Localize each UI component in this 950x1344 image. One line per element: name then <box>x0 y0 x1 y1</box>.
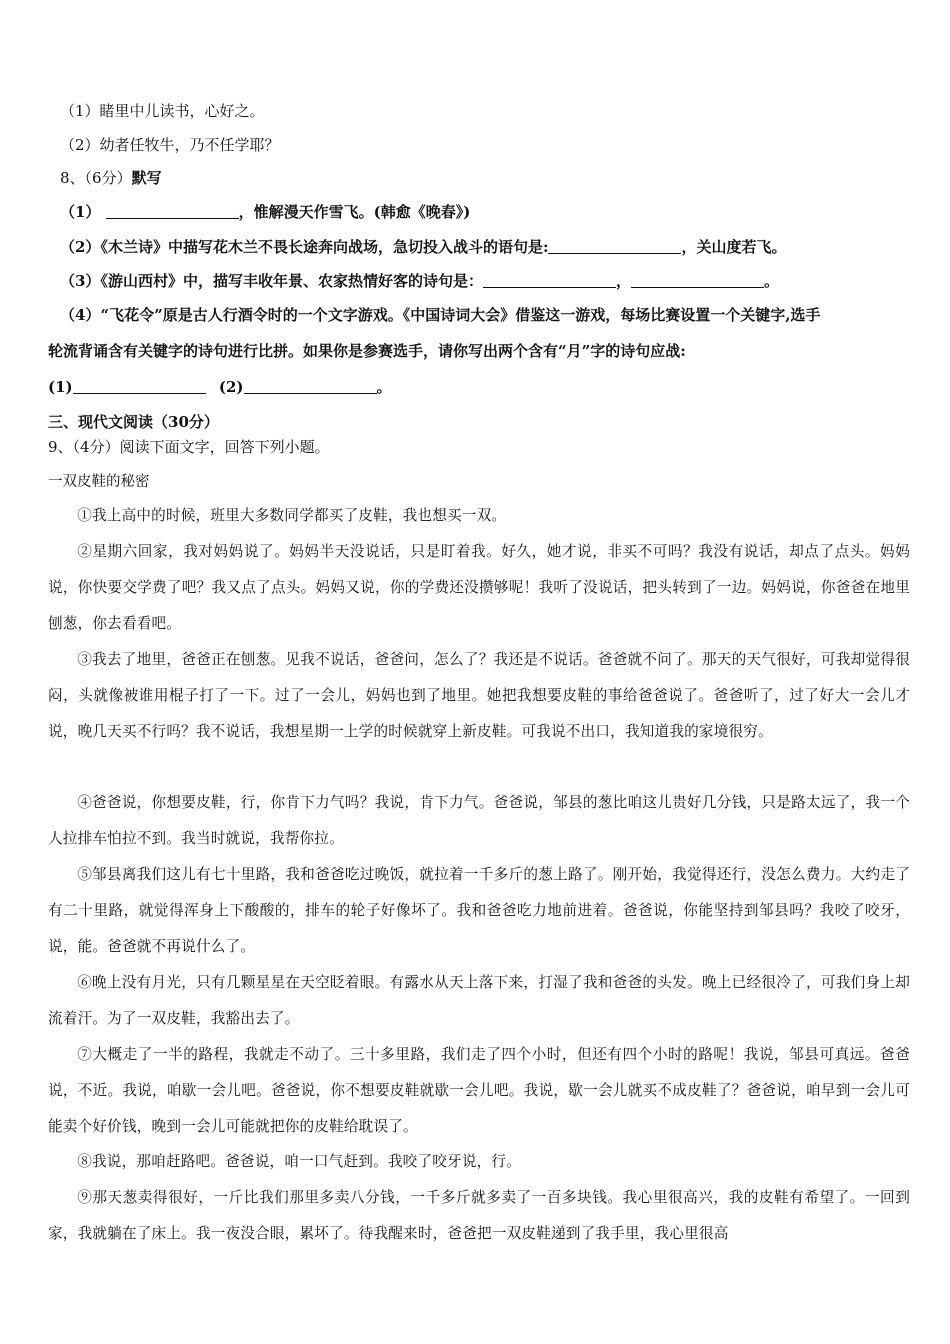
story-paragraph-3: ③我去了地里，爸爸正在刨葱。见我不说话，爸爸问，怎么了？我还是不说话。爸爸就不问了。那天的天气很好，可我却觉得很闷，头就像被谁用棍子打了一下。过了一会儿，妈妈也到了地里。她把我想要皮鞋的事给爸爸说了。爸爸听了，过了好大一会儿才说，晚几天买不行吗？我不说话，我想星期一上学的时候就穿上新皮鞋。可我说不出口，我知道我的家境很穷。 <box>48 651 910 740</box>
q8-item-2-text-b: ，关山度若飞。 <box>681 238 787 256</box>
q8-item-4-line-1 <box>60 305 910 325</box>
q8-item-1 <box>60 202 910 222</box>
prev-item-1: （1）睹里中儿读书，心好之。 <box>60 102 265 120</box>
answer-blank[interactable] <box>106 202 239 219</box>
story-paragraph-4: ④爸爸说，你想要皮鞋，行，你肯下力气吗？我说，肯下力气。爸爸说，邹县的葱比咱这儿贵好几分钱，只是路太远了，我一个人拉排车怕拉不到。我当时就说，我帮你拉。 <box>48 794 910 847</box>
q8-item-3 <box>60 271 910 291</box>
q8-item-3-end: 。 <box>763 272 779 290</box>
q8-item-4-text-1: “飞花令”原是古人行酒令时的一个文字游戏。《中国诗词大会》借鉴这一游戏，每场比赛设置一个关键字,选手 <box>100 306 821 324</box>
question-9-number: 9、 <box>48 438 73 456</box>
answer-blank[interactable] <box>244 377 377 394</box>
q8-item-2-label: （2） <box>60 238 101 256</box>
question-8-heading <box>60 168 910 188</box>
question-8-number: 8、（6分） <box>60 169 132 187</box>
story-title: 一双皮鞋的秘密 <box>48 474 150 490</box>
section-3-title: 三、现代文阅读（30分） <box>48 413 219 431</box>
answer-blank[interactable] <box>483 271 616 288</box>
q8-item-1-label: （1） <box>60 203 101 221</box>
q8-item-3-text: 《游山西村》中，描写丰收年景、农家热情好客的诗句是： <box>100 272 483 290</box>
question-8-title: 默写 <box>131 169 162 187</box>
question-9-text: （4分）阅读下面文字，回答下列小题。 <box>72 438 330 456</box>
question-9-heading <box>48 437 910 457</box>
story-paragraph-2: ②星期六回家，我对妈妈说了。妈妈半天没说话，只是盯着我。好久，她才说，非买不可吗？我没有说话，却点了点头。妈妈说，你快要交学费了吧？我又点了点头。妈妈又说，你的学费还没攒够呢！我听了没说话，把头转到了一边。妈妈说，你爸爸在地里刨葱，你去看看吧。 <box>48 543 910 632</box>
q8-item-3-label: （3） <box>60 272 101 290</box>
answer-blank[interactable] <box>73 377 206 394</box>
q8-item-2-text-a: 《木兰诗》中描写花木兰不畏长途奔向战场，急切投入战斗的语句是: <box>100 238 549 256</box>
story-paragraph-7: ⑦大概走了一半的路程，我就走不动了。三十多里路，我们走了四个小时，但还有四个小时的路呢！我说，邹县可真远。爸爸说，不近。我说，咱歇一会儿吧。爸爸说，你不想要皮鞋就歇一会儿吧。我说，歇一会儿就买不成皮鞋了？爸爸说，咱早到一会儿可能卖个好价钱，晚到一会儿可能就把你的皮鞋给耽误了。 <box>48 1046 910 1135</box>
answer-blank[interactable] <box>631 271 764 288</box>
q8-item-4-end: 。 <box>376 378 392 396</box>
story-paragraph-8: ⑧我说，那咱赶路吧。爸爸说，咱一口气赶到。我咬了咬牙说，行。 <box>77 1153 522 1170</box>
q8-item-4-sub-2: (2) <box>218 378 244 396</box>
story-paragraph-6: ⑥晚上没有月光，只有几颗星星在天空眨着眼。有露水从天上落下来，打湿了我和爸爸的头发。晚上已经很冷了，可我们身上却流着汗。为了一双皮鞋，我豁出去了。 <box>48 974 910 1027</box>
q8-item-4-label: （4） <box>60 306 101 324</box>
q8-item-4-line-2: 轮流背诵含有关键字的诗句进行比拼。如果你是参赛选手，请你写出两个含有“月”字的诗句应战: <box>48 342 686 360</box>
story-paragraph-1: ①我上高中的时候，班里大多数同学都买了皮鞋，我也想买一双。 <box>77 507 507 524</box>
q8-item-4-sub-1: (1) <box>48 378 73 396</box>
story-paragraph-5: ⑤邹县离我们这儿有七十里路，我和爸爸吃过晚饭，就拉着一千多斤的葱上路了。刚开始，我觉得还行，没怎么费力。大约走了有二十里路，就觉得浑身上下酸酸的，排车的轮子好像坏了。我和爸爸吃力地前进着。爸爸说，你能坚持到邹县吗？我咬了咬牙，说，能。爸爸就不再说什么了。 <box>48 866 910 955</box>
story-paragraph-9: ⑨那天葱卖得很好，一斤比我们那里多卖八分钱，一千多斤就多卖了一百多块钱。我心里很高兴，我的皮鞋有希望了。一回到家，我就躺在了床上。我一夜没合眼，累坏了。待我醒来时，爸爸把一双皮鞋递到了我手里，我心里很高 <box>48 1189 910 1242</box>
q8-item-2 <box>60 237 910 257</box>
q8-item-3-sep: ， <box>615 272 631 290</box>
q8-item-1-text: ，惟解漫天作雪飞。(韩愈《晚春》) <box>238 203 471 221</box>
prev-item-2: （2）幼者任牧牛，乃不任学耶？ <box>60 136 280 154</box>
answer-blank[interactable] <box>548 237 681 254</box>
q8-item-4-answers <box>48 377 910 397</box>
